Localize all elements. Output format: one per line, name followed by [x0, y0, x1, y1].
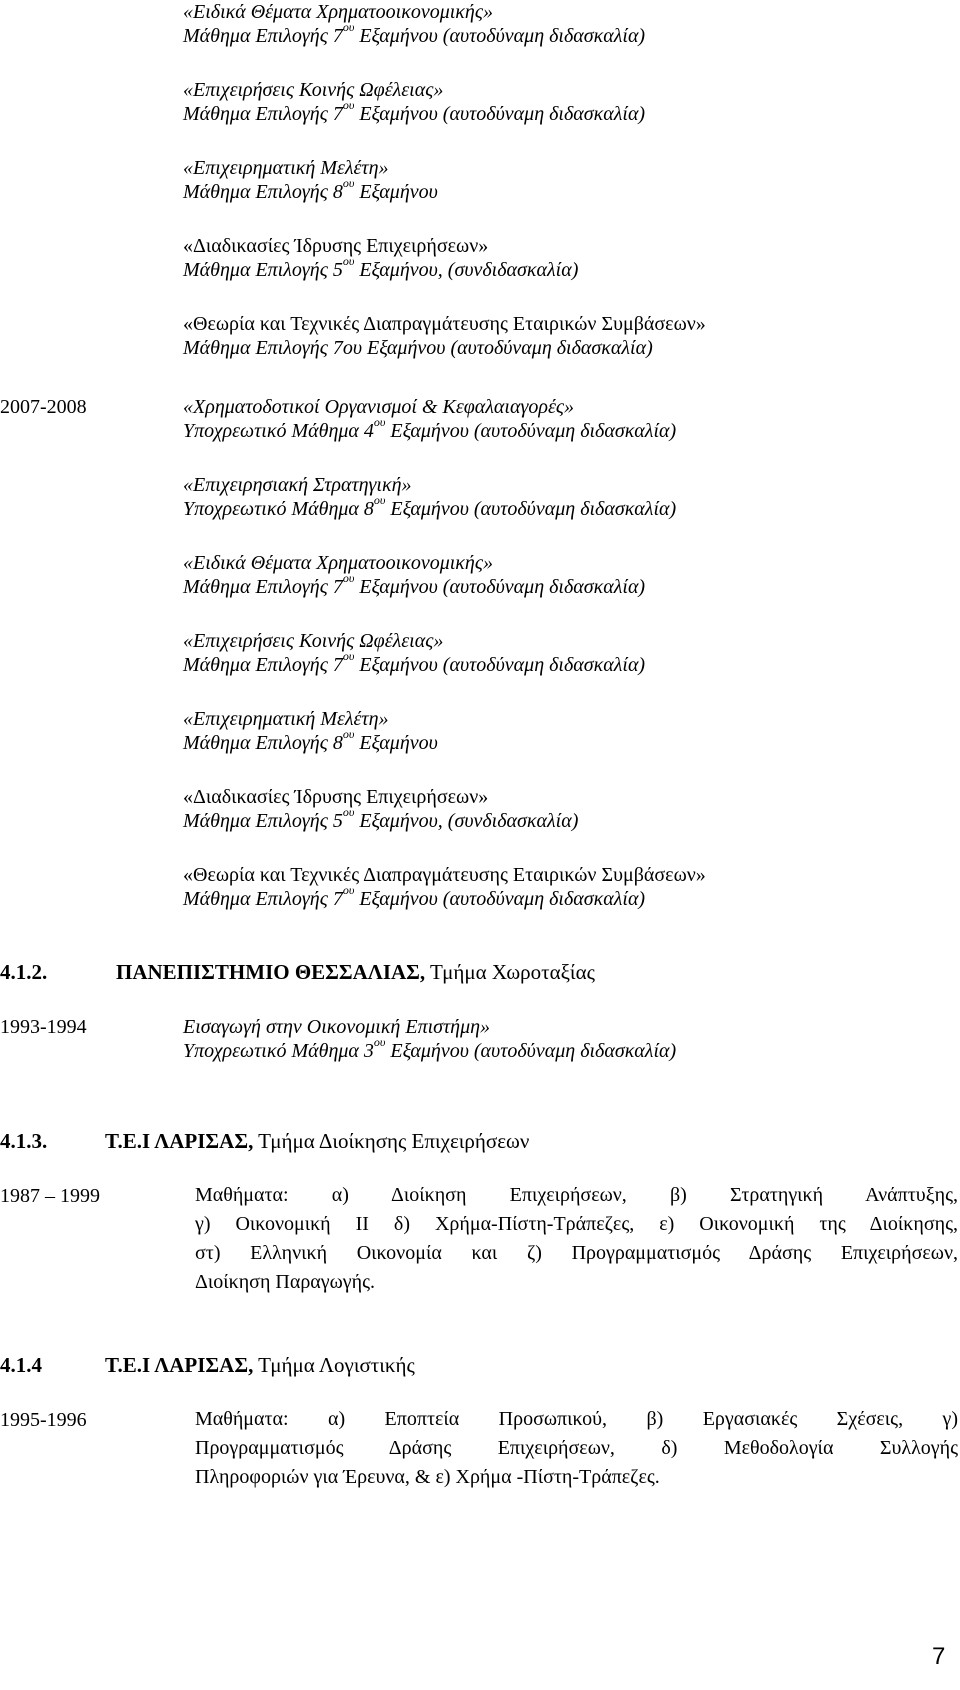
course-intro-economics-detail: Υποχρεωτικό Μάθημα $3^{o\upsilon}$ Εξαμήνου (αυτοδύναμη διδασκαλία) [183, 1035, 677, 1062]
course-title: «Επιχειρήσεις Κοινής Ωφέλειας» [183, 79, 444, 101]
section-number-413: 4.1.3. [0, 1129, 48, 1153]
course-title: «Διαδικασίες Ίδρυσης Επιχειρήσεων» [183, 786, 489, 808]
year-1987-1999: 1987 – 1999 [0, 1185, 100, 1207]
course-title: «Επιχειρήσεις Κοινής Ωφέλειας» [183, 630, 444, 652]
year-1995-1996: 1995-1996 [0, 1409, 87, 1431]
course-title: «Επιχειρηματική Μελέτη» [183, 157, 389, 179]
course-detail: Μάθημα Επιλογής $5^{o\upsilon}$ Εξαμήνου, (συνδιδασκαλία) [183, 805, 579, 832]
section-title-413: Τ.Ε.Ι ΛΑΡΙΣΑΣ, Τμήμα Διοίκησης Επιχειρήσεων [105, 1129, 530, 1153]
course-title: «Θεωρία και Τεχνικές Διαπραγμάτευσης Εταιρικών Συμβάσεων» [183, 313, 706, 335]
course-detail: Μάθημα Επιλογής $5^{o\upsilon}$ Εξαμήνου, (συνδιδασκαλία) [183, 254, 579, 281]
course-detail: Υποχρεωτικό Μάθημα $8^{o\upsilon}$ Εξαμήνου (αυτοδύναμη διδασκαλία) [183, 493, 677, 520]
course-detail: Μάθημα Επιλογής $7^{o\upsilon}$ Εξαμήνου (αυτοδύναμη διδασκαλία) [183, 883, 646, 910]
course-title: «Επιχειρησιακή Στρατηγική» [183, 474, 412, 496]
year-2007-2008: 2007-2008 [0, 396, 87, 418]
course-title: «Χρηματοδοτικοί Οργανισμοί & Κεφαλαιαγορές» [183, 396, 574, 418]
section-title-414: Τ.Ε.Ι ΛΑΡΙΣΑΣ, Τμήμα Λογιστικής [105, 1353, 415, 1377]
course-detail: Μάθημα Επιλογής 7ου Εξαμήνου (αυτοδύναμη διδασκαλία) [183, 337, 653, 359]
year-1993-1994: 1993-1994 [0, 1016, 87, 1038]
course-title: «Επιχειρηματική Μελέτη» [183, 708, 389, 730]
course-detail: Μάθημα Επιλογής $7^{o\upsilon}$ Εξαμήνου (αυτοδύναμη διδασκαλία) [183, 649, 646, 676]
course-title: «Ειδικά Θέματα Χρηματοοικονομικής» [183, 552, 493, 574]
courses-413: Μαθήματα: α) Διοίκηση Επιχειρήσεων, β) Στρατηγική Ανάπτυξης, γ) Οικονομική ΙΙ δ) Χρήμα-Πίστη-Τράπεζες, ε) Οικονομική της Διοίκησης, στ) Ελληνική Οικονομία και ζ) Προγραμματισμός Δράσης Επιχειρήσεων, Διοίκηση Παραγωγής. [195, 1184, 958, 1293]
section-number-412: 4.1.2. [0, 960, 48, 984]
courses-414: Μαθήματα: α) Εποπτεία Προσωπικού, β) Εργασιακές Σχέσεις, γ) Προγραμματισμός Δράσης Επιχειρήσεων, δ) Μεθοδολογία Συλλογής Πληροφοριών για Έρευνα, & ε) Χρήμα -Πίστη-Τράπεζες. [195, 1408, 958, 1488]
course-title: «Ειδικά Θέματα Χρηματοοικονομικής» [183, 1, 493, 23]
course-detail: Μάθημα Επιλογής $7^{o\upsilon}$ Εξαμήνου (αυτοδύναμη διδασκαλία) [183, 571, 646, 598]
section-number-414: 4.1.4 [0, 1353, 42, 1377]
page-number: 7 [932, 1643, 946, 1670]
course-title: «Θεωρία και Τεχνικές Διαπραγμάτευσης Εταιρικών Συμβάσεων» [183, 864, 706, 886]
course-detail: Μάθημα Επιλογής $8^{o\upsilon}$ Εξαμήνου [183, 727, 438, 754]
course-detail: Μάθημα Επιλογής $7^{o\upsilon}$ Εξαμήνου (αυτοδύναμη διδασκαλία) [183, 20, 646, 47]
course-detail: Μάθημα Επιλογής $7^{o\upsilon}$ Εξαμήνου (αυτοδύναμη διδασκαλία) [183, 98, 646, 125]
course-detail: Υποχρεωτικό Μάθημα $4^{o\upsilon}$ Εξαμήνου (αυτοδύναμη διδασκαλία) [183, 415, 677, 442]
section-title-412: ΠΑΝΕΠΙΣΤΗΜΙΟ ΘΕΣΣΑΛΙΑΣ, Τμήμα Χωροταξίας [116, 960, 595, 984]
course-intro-economics: Εισαγωγή στην Οικονομική Επιστήμη» [183, 1016, 491, 1038]
course-title: «Διαδικασίες Ίδρυσης Επιχειρήσεων» [183, 235, 489, 257]
course-detail: Μάθημα Επιλογής $8^{o\upsilon}$ Εξαμήνου [183, 176, 438, 203]
